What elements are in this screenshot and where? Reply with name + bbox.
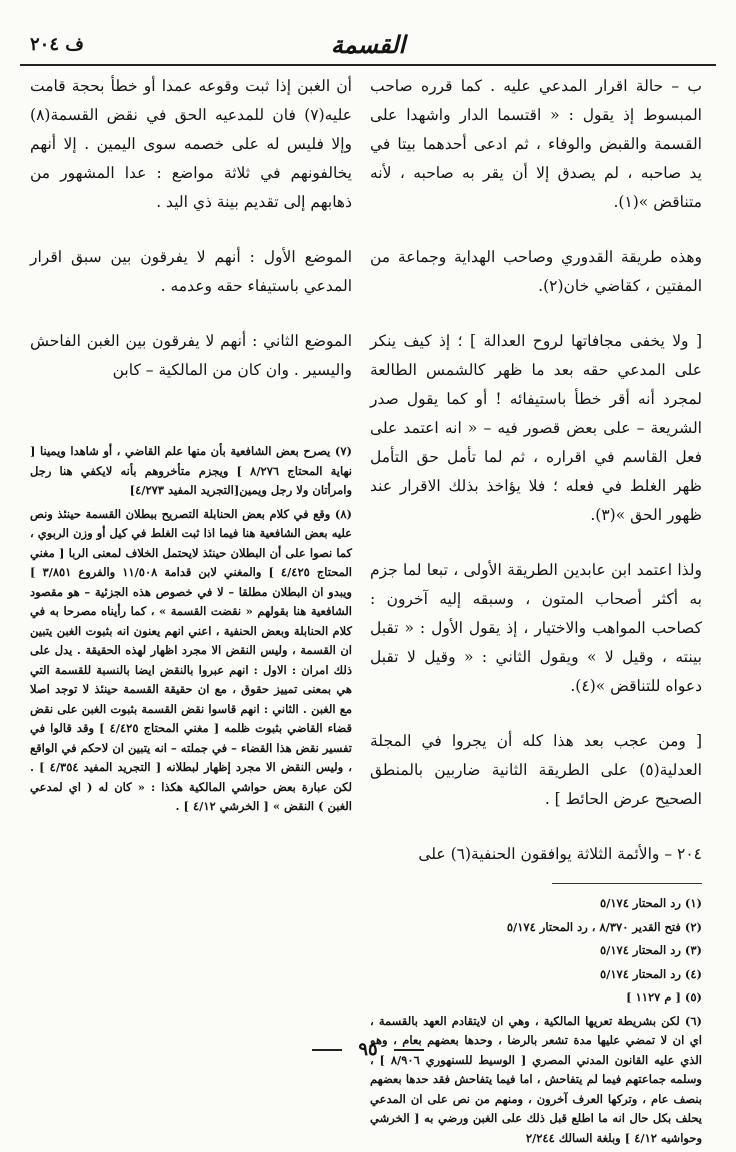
footnote: (٣) رد المحتار ٥/١٧٤ (600, 943, 702, 957)
footnote: (٤) رد المحتار ٥/١٧٤ (600, 966, 702, 981)
paragraph: ولذا اعتمد ابن عابدين الطريقة الأولى ، تبعا لما جزم به أكثر أصحاب المتون ، وسبقه إليه آخرون : كصاحب المواهب والاختيار ، إذ يقول الأول : « تقبل بينته ، وقيل لا » ويقول الثاني : « وقيل لا تقبل دعواه للتناقض »(٤). (370, 561, 702, 695)
left-column (30, 72, 353, 813)
footnote-separator (552, 883, 702, 884)
paragraph: وهذه طريقة القدوري وصاحب الهداية وجماعة من المفتين ، كقاضي خان(٢). (370, 248, 702, 295)
paragraph: ب – حالة اقرار المدعي عليه . كما قرره صاحب المبسوط إذ يقول : « اقتسما الدار واشهدا على القسمة والقبض والوفاء ، ثم ادعى أحدهما بيتا في يد صاحبه ، لم يصدق إلا أن يقر به صاحبه ، لأنه متناقض »(١). (370, 77, 702, 211)
paragraph: أن الغبن إذا ثبت وقوعه عمدا أو خطأ بحجة قامت عليه(٧) فان للمدعيه الحق في نقض القسمة(٨) وإلا فليس له على خصمه سوى اليمين . إلا أنهم يخالفونهم في ثلاثة مواضع : عدا المشهور من ذهابهم إلى تقديم بينة ذي اليد . (30, 77, 352, 211)
header-rule (20, 64, 716, 66)
footnote: (٥) [ م ١١٢٧ ] (626, 990, 702, 1004)
left-footnotes (30, 442, 352, 821)
right-footnotes (370, 883, 702, 1148)
footnote: (٧) يصرح بعض الشافعية بأن منها علم القاضي ، أو شاهدا ويمينا [ نهاية المحتاج ٨/٢٧٦ ] ويجزم متأخروهم بأنه لايكفي هنا رجل وامرأتان ولا رجل ويمين[التجريد المفيد ٤/٢٧٣] (30, 444, 352, 497)
paragraph: الموضع الثاني : أنهم لا يفرقون بين الغبن الفاحش واليسير . وان كان من المالكية – كابن (30, 332, 352, 379)
page-header (20, 28, 716, 68)
footer-dash (312, 1049, 342, 1051)
footnote: (٨) وقع في كلام بعض الحنابلة التصريح ببطلان القسمة حينئذ ونص عليه بعض الشافعية هنا فيما اذا ثبت الغلط في كيل أو وزن الربوي ، كما نصوا على أن البطلان حينئذ لايحتمل الخلاف لمعنى الربا [ مغني المحتاج ٤/٤٢٥ ] والمغني لابن قدامة ١١/٥٠٨ والفروع ٣/٨٥١ ] ويبدو ان البطلان مطلقا – لا في خصوص هذه الجزئية – هو مقصود الشافعية هنا بقولهم « نقضت القسمة » ، كما رأيناه مصرحا به في كلام الحنابلة وبعض الحنفية ، اعني انهم يعنون انه بثبوت الغبن يتبين ان القسمة ، وليس النقض الا مجرد اظهار لهذه الحقيقة . يدل على ذلك امران : الاول : انهم عبروا بالنقض ايضا بالنسبة للقسمة التي هي بمعنى تمييز حقوق ، مع ان حقيقة القسمة حينئذ لا توجد اصلا مع الغبن . الثاني : انهم قاسوا نقض القسمة بثبوت الغبن على نقض قضاء القاضي بثبوت ظلمه [ مغني المحتاج ٤/٤٢٥ ] وقد قالوا في تفسير نقض هذا القضاء – في جملته – انه يتبين ان لاحكم في الواقع ، وليس النقض الا مجرد إظهار لبطلانه [ التجريد المفيد ٤/٣٥٤ ] . لكن عبارة بعض حواشي المالكية هكذا : « كان له ( اي لمدعي الغبن ) النقض » [ الخرشي ٤/١٢ ] . (30, 506, 353, 813)
paragraph: ٢٠٤ – والأئمة الثلاثة يوافقون الحنفية(٦) على (418, 845, 702, 863)
right-column (370, 72, 702, 1152)
page-title: القسمة (330, 30, 406, 59)
paragraph: الموضع الأول : أنهم لا يفرقون بين سبق اقرار المدعي باستيفاء حقه وعدمه . (30, 248, 352, 295)
paragraph: [ ومن عجب بعد هذا كله أن يجروا في المجلة العدلية(٥) على الطريقة الثانية ضاربين بالمنطق الصحيح عرض الحائط ] . (370, 732, 702, 808)
page-number: ٩٥ (358, 1039, 378, 1060)
footer-dash (394, 1049, 424, 1051)
footnote: (٢) فتح القدير ٨/٣٧٠ ، رد المحتار ٥/١٧٤ (506, 919, 702, 934)
footnote: (٦) لكن بشريطة تعريها المالكية ، وهي ان لايتقادم العهد بالقسمة ، اي ان لا تمضي عليها مدة تشعر بالرضا ، وحدها بعضهم بعام ، وهو الذي عليه القانون المدني المصري [ الوسيط للسنهوري ٨/٩٠٦ ] ، وسلمه جماعتهم فيما لم يتفاحش ، اما فيما يتفاحش فقد حدها بعضهم بنصف عام ، وتركها العرف آخرون ، ومنهم من نص على ان المدعي يحلف بكل حال انه ما اطلع قبل ذلك على الغبن ورضي به [ الخرشي وحواشيه ٤/١٢ ] وبلغة السالك ٢/٢٤٤ (370, 1013, 702, 1145)
page-footer (0, 1039, 736, 1060)
paragraph: [ ولا يخفى مجافاتها لروح العدالة ] ؛ إذ كيف ينكر على المدعي حقه بعد ما ظهر كالشمس الطالعة لمجرد أنه أقر خطأ باستيفائه ! أو كما يقول صدر الشريعة – على بعض قصور فيه – « انه اعتمد على فعل القاسم في اقراره ، ثم لما تأمل حق التأمل ظهر الغلط في فعله ؛ فلا يؤاخذ بذلك الاقرار عند ظهور الحق »(٣). (370, 332, 702, 524)
footnote: (١) رد المحتار ٥/١٧٤ (600, 896, 702, 910)
page-reference: ف ٢٠٤ (30, 34, 84, 55)
